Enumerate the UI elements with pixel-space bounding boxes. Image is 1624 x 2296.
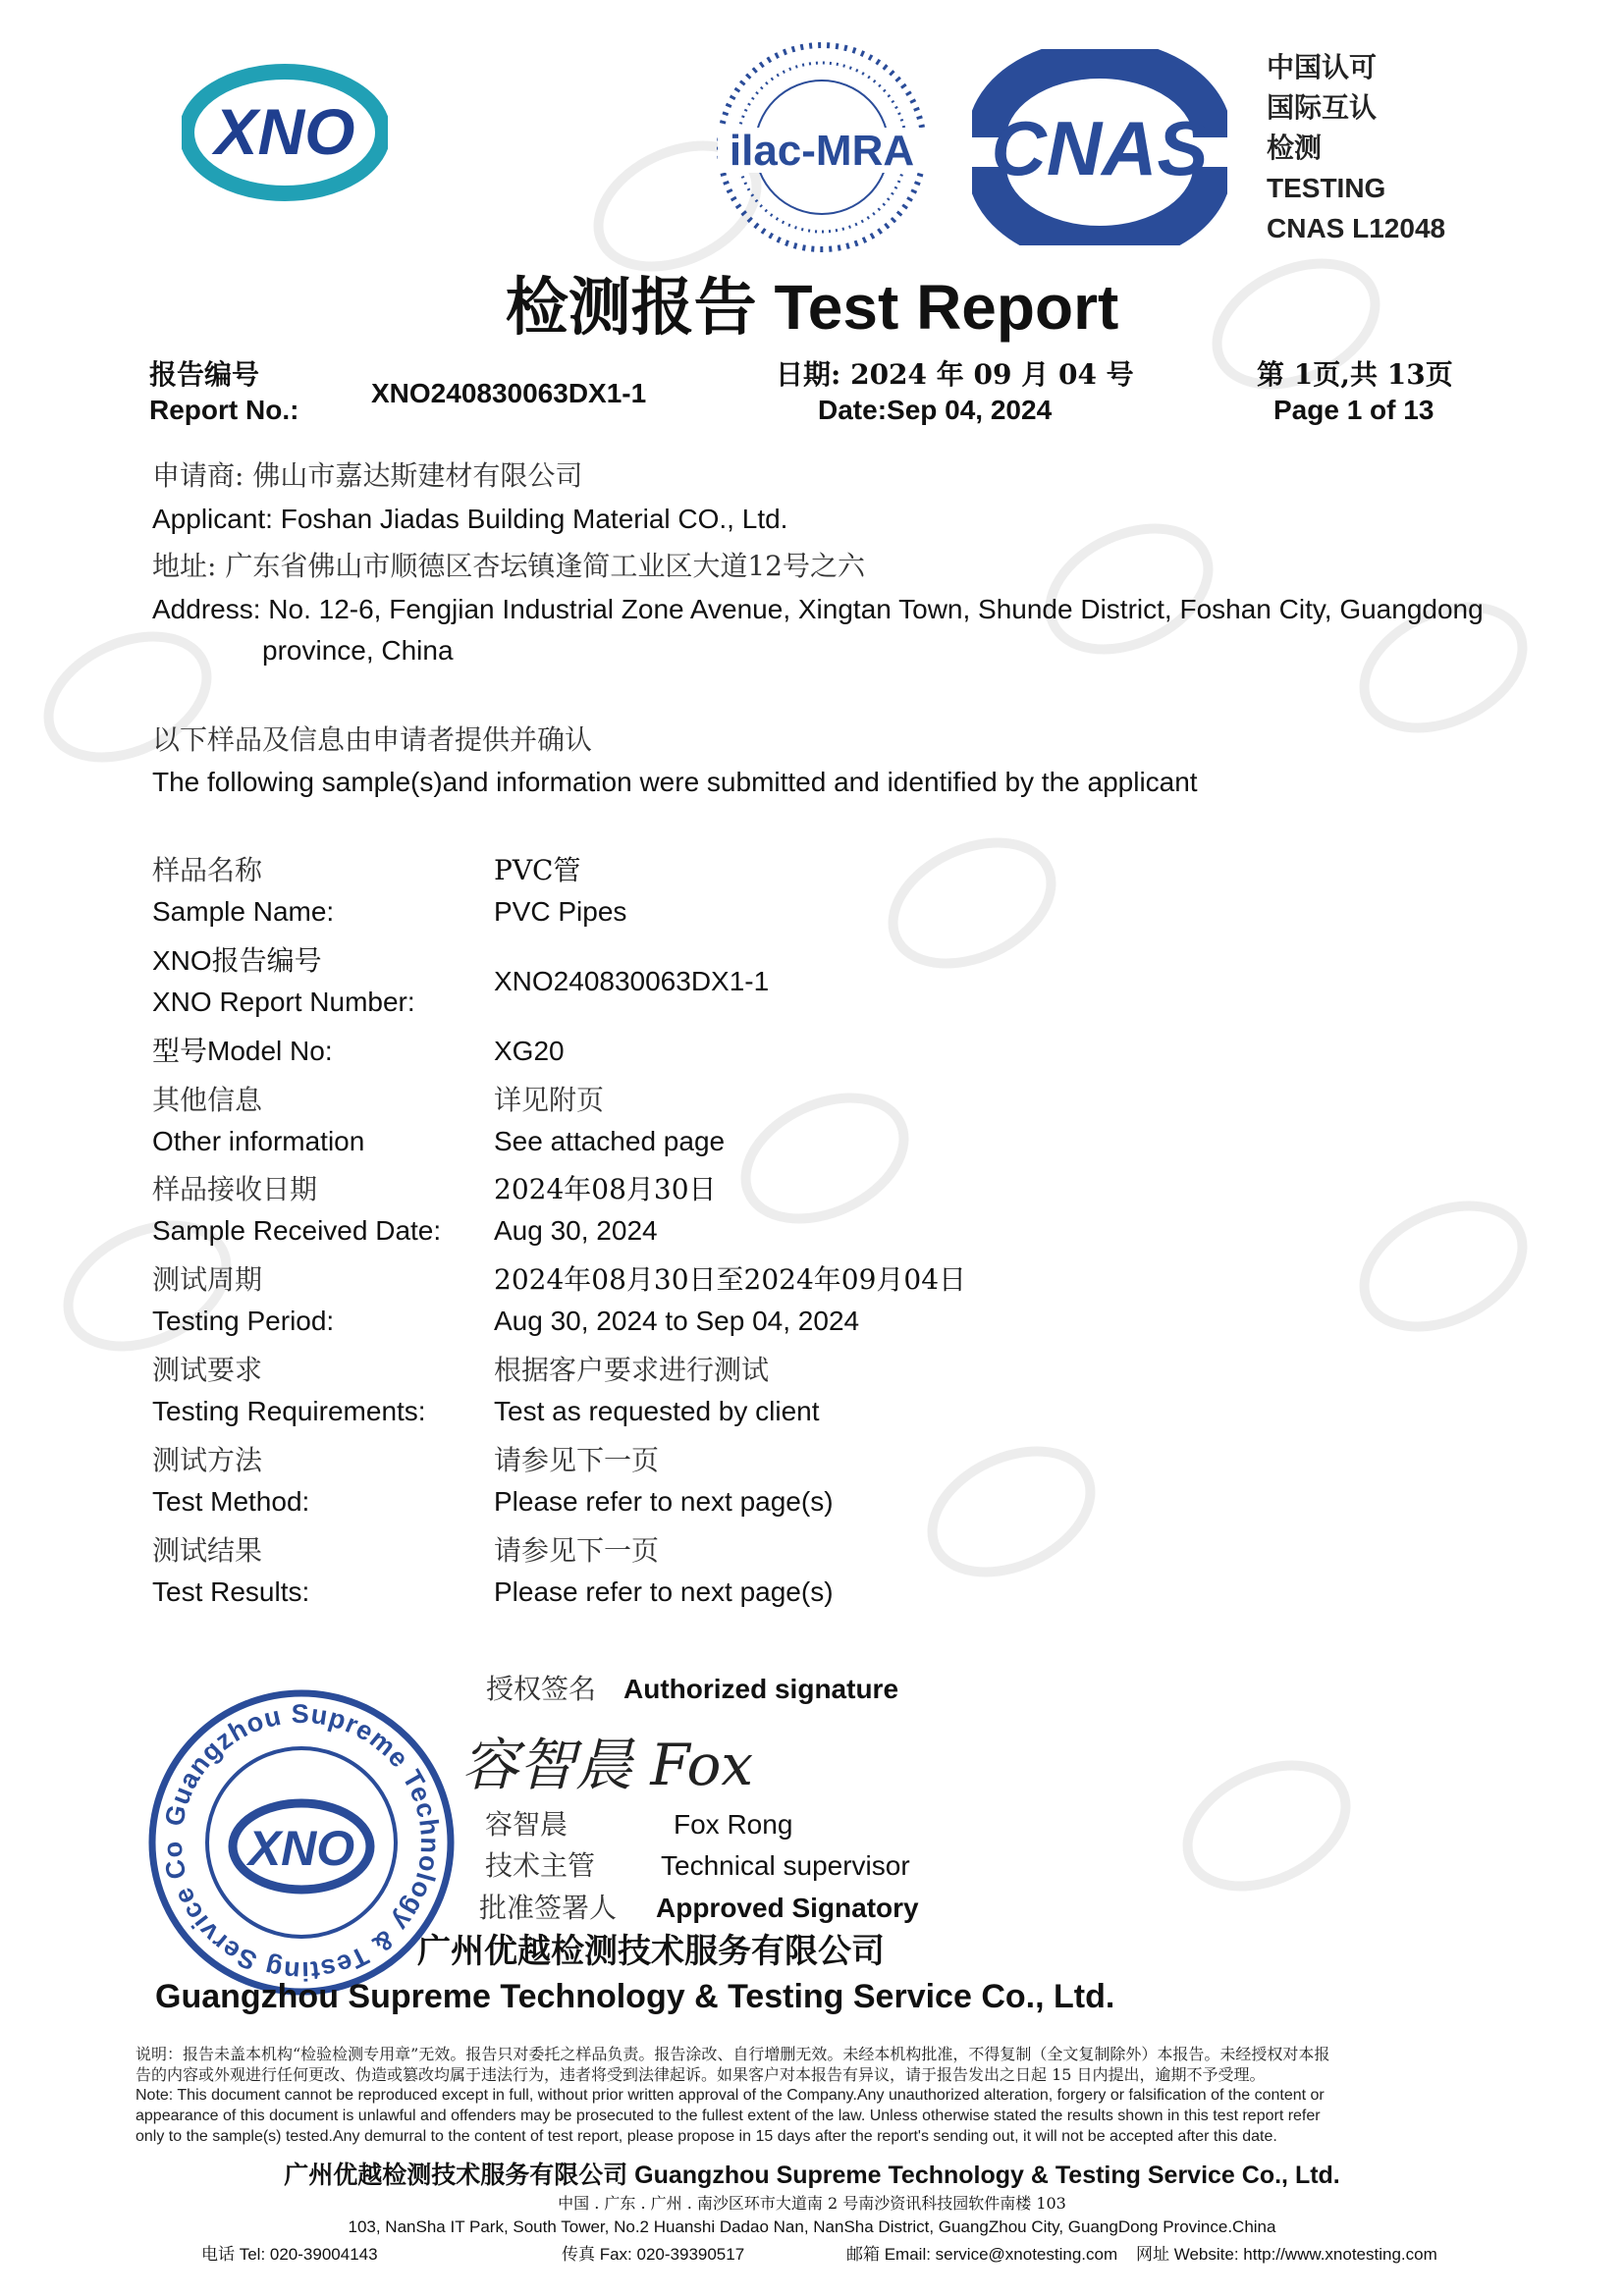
intro-cn: 以下样品及信息由申请者提供并确认: [152, 723, 593, 756]
accreditation-line: TESTING: [1267, 173, 1386, 203]
testing-requirements-value-en: Test as requested by client: [494, 1396, 820, 1426]
report-number-value: XNO240830063DX1-1: [494, 966, 770, 996]
testing-period-value-cn: 2024年08月30日至2024年09月04日: [494, 1263, 967, 1296]
report-no-label-en: Report No.:: [149, 395, 299, 425]
address-en-line2: province, China: [262, 635, 454, 666]
received-date-value-en: Aug 30, 2024: [494, 1215, 658, 1246]
cnas-logo: [972, 49, 1227, 245]
company-name-en: Guangzhou Supreme Technology & Testing Service Co., Ltd.: [155, 1978, 1115, 2015]
testing-period-label-cn: 测试周期: [152, 1263, 263, 1296]
authorized-signature-label-en: Authorized signature: [623, 1674, 899, 1704]
page-title: 检测报告 Test Report: [505, 272, 1119, 343]
accreditation-text: [1267, 47, 1445, 248]
signer-role-cn: 批准签署人: [479, 1892, 618, 1924]
testing-requirements-label-cn: 测试要求: [152, 1354, 263, 1386]
sample-name-value-en: PVC Pipes: [494, 896, 627, 927]
watermark-logo: [1162, 1735, 1372, 1917]
sample-name-value-cn: PVC管: [494, 854, 581, 886]
intro-en: The following sample(s)and information were submitted and identified by the applicant: [152, 767, 1198, 797]
test-method-value-en: Please refer to next page(s): [494, 1486, 834, 1517]
note-cn-line: 说明：报告未盖本机构“检验检测专用章”无效。报告只对委托之样品负责。报告涂改、自行增删无效。未经本机构批准，不得复制（全文复制除外）本报告。未经授权对本报: [135, 2045, 1330, 2063]
report-number-label-cn: XNO报告编号: [152, 945, 322, 976]
svg-text:XNO: XNO: [247, 1821, 355, 1876]
svg-text:容智晨 Fox: 容智晨 Fox: [461, 1732, 754, 1798]
report-number-label-en: XNO Report Number:: [152, 987, 415, 1017]
test-method-label-en: Test Method:: [152, 1486, 310, 1517]
footer-address-cn: 中国 . 广东 . 广州 . 南沙区环市大道南 2 号南沙资讯科技园软件南楼 103: [558, 2194, 1066, 2213]
test-method-value-cn: 请参见下一页: [494, 1444, 660, 1476]
footer-email[interactable]: 邮箱 Email: service@xnotesting.com: [846, 2245, 1118, 2264]
test-results-label-en: Test Results:: [152, 1576, 310, 1607]
testing-period-value-en: Aug 30, 2024 to Sep 04, 2024: [494, 1306, 860, 1336]
signer-title-en: Technical supervisor: [661, 1850, 910, 1881]
received-date-value-cn: 2024年08月30日: [494, 1173, 717, 1205]
testing-requirements-label-en: Testing Requirements:: [152, 1396, 426, 1426]
model-no-value: XG20: [494, 1036, 565, 1066]
sample-name-label-en: Sample Name:: [152, 896, 335, 927]
testing-requirements-value-cn: 根据客户要求进行测试: [494, 1354, 770, 1386]
applicant-en: Applicant: Foshan Jiadas Building Material CO., Ltd.: [152, 504, 788, 534]
accreditation-line: CNAS L12048: [1267, 213, 1446, 243]
signer-role-en: Approved Signatory: [656, 1893, 919, 1923]
other-info-label-cn: 其他信息: [152, 1084, 263, 1116]
disclaimer-notes: [135, 2044, 1489, 2147]
signer-title-cn: 技术主管: [485, 1849, 596, 1882]
received-date-label-cn: 样品接收日期: [152, 1173, 318, 1205]
report-date: [776, 357, 1134, 428]
svg-text:XNO: XNO: [214, 95, 355, 168]
page-indicator-cn: 第 1页,共 13页: [1257, 358, 1453, 391]
signer-name-en: Fox Rong: [674, 1809, 793, 1840]
address-cn: 地址: 广东省佛山市顺德区杏坛镇逢简工业区大道12号之六: [152, 550, 865, 582]
footer-company-line: 广州优越检测技术服务有限公司 Guangzhou Supreme Technology & Testing Service Co., Ltd.: [284, 2162, 1340, 2189]
report-no-value: XNO240830063DX1-1: [371, 378, 647, 408]
received-date-label-en: Sample Received Date:: [152, 1215, 442, 1246]
note-en-line: only to the sample(s) tested.Any demurral to the content of test report, please propose in 15 days after the report's sending out, it will not be accepted after this date.: [135, 2128, 1277, 2145]
note-cn-line: 告的内容或外观进行任何更改、伪造或篡改均属于违法行为，违者将受到法律起诉。如果客户对本报告有异议，请于报告发出之日起 15 日内提出，逾期不予受理。: [135, 2065, 1266, 2084]
footer-address-en: 103, NanSha IT Park, South Tower, No.2 Huanshi Dadao Nan, NanSha District, GuangZhou City, GuangDong Province.China: [348, 2217, 1276, 2236]
watermark-logo: [906, 1421, 1116, 1603]
xno-logo: [182, 59, 388, 206]
model-no-label: 型号Model No:: [152, 1036, 333, 1066]
handwritten-signature: [457, 1716, 810, 1804]
accreditation-line: 检测: [1267, 132, 1323, 164]
note-en-line: appearance of this document is unlawful and offenders may be prosecuted to the fullest extent of the law. Unless otherwise stated the results shown in this test report refer: [135, 2108, 1321, 2124]
other-info-value-en: See attached page: [494, 1126, 726, 1156]
authorized-signature-label-cn: 授权签名: [486, 1673, 597, 1705]
report-date-en: Date:Sep 04, 2024: [818, 395, 1053, 425]
other-info-value-cn: 详见附页: [494, 1084, 605, 1116]
watermark-logo: [867, 813, 1077, 994]
page-indicator-en: Page 1 of 13: [1273, 395, 1435, 425]
svg-text:Guangzhou Supreme Technology &: Guangzhou Supreme Technology & Testing Service Co: [157, 1698, 446, 1987]
note-en-line: Note: This document cannot be reproduced except in full, without prior written approval of the Company.Any unauthorized alteration, forgery or falsification of the content or: [135, 2087, 1325, 2104]
test-method-label-cn: 测试方法: [152, 1444, 263, 1476]
report-no-label: [149, 357, 298, 428]
address-en-line1: Address: No. 12-6, Fengjian Industrial Zone Avenue, Xingtan Town, Shunde District, Foshan City, Guangdong: [152, 594, 1484, 624]
watermark-logo: [1338, 1176, 1548, 1358]
footer-website[interactable]: 网址 Website: http://www.xnotesting.com: [1136, 2245, 1437, 2264]
test-results-value-en: Please refer to next page(s): [494, 1576, 834, 1607]
report-date-cn: 日期: 2024 年 09 月 04 号: [776, 358, 1134, 391]
test-results-value-cn: 请参见下一页: [494, 1534, 660, 1567]
page-indicator: [1257, 357, 1453, 428]
svg-text:ilac-MRA: ilac-MRA: [729, 127, 915, 175]
applicant-cn: 申请商: 佛山市嘉达斯建材有限公司: [152, 459, 583, 492]
company-stamp: [145, 1686, 458, 1999]
svg-text:CNAS: CNAS: [991, 105, 1209, 191]
report-no-label-cn: 报告编号: [149, 358, 260, 391]
test-results-label-cn: 测试结果: [152, 1534, 263, 1567]
testing-period-label-en: Testing Period:: [152, 1306, 335, 1336]
sample-name-label-cn: 样品名称: [152, 854, 263, 886]
footer-fax: 传真 Fax: 020-39390517: [562, 2245, 745, 2264]
accreditation-line: 中国认可: [1267, 51, 1378, 83]
ilac-mra-logo: [712, 37, 933, 258]
company-name-cn: 广州优越检测技术服务有限公司: [417, 1932, 885, 1971]
accreditation-line: 国际互认: [1267, 91, 1378, 124]
footer-tel: 电话 Tel: 020-39004143: [201, 2245, 378, 2264]
other-info-label-en: Other information: [152, 1126, 365, 1156]
watermark-logo: [720, 1068, 930, 1250]
signer-name-cn: 容智晨: [485, 1808, 568, 1841]
